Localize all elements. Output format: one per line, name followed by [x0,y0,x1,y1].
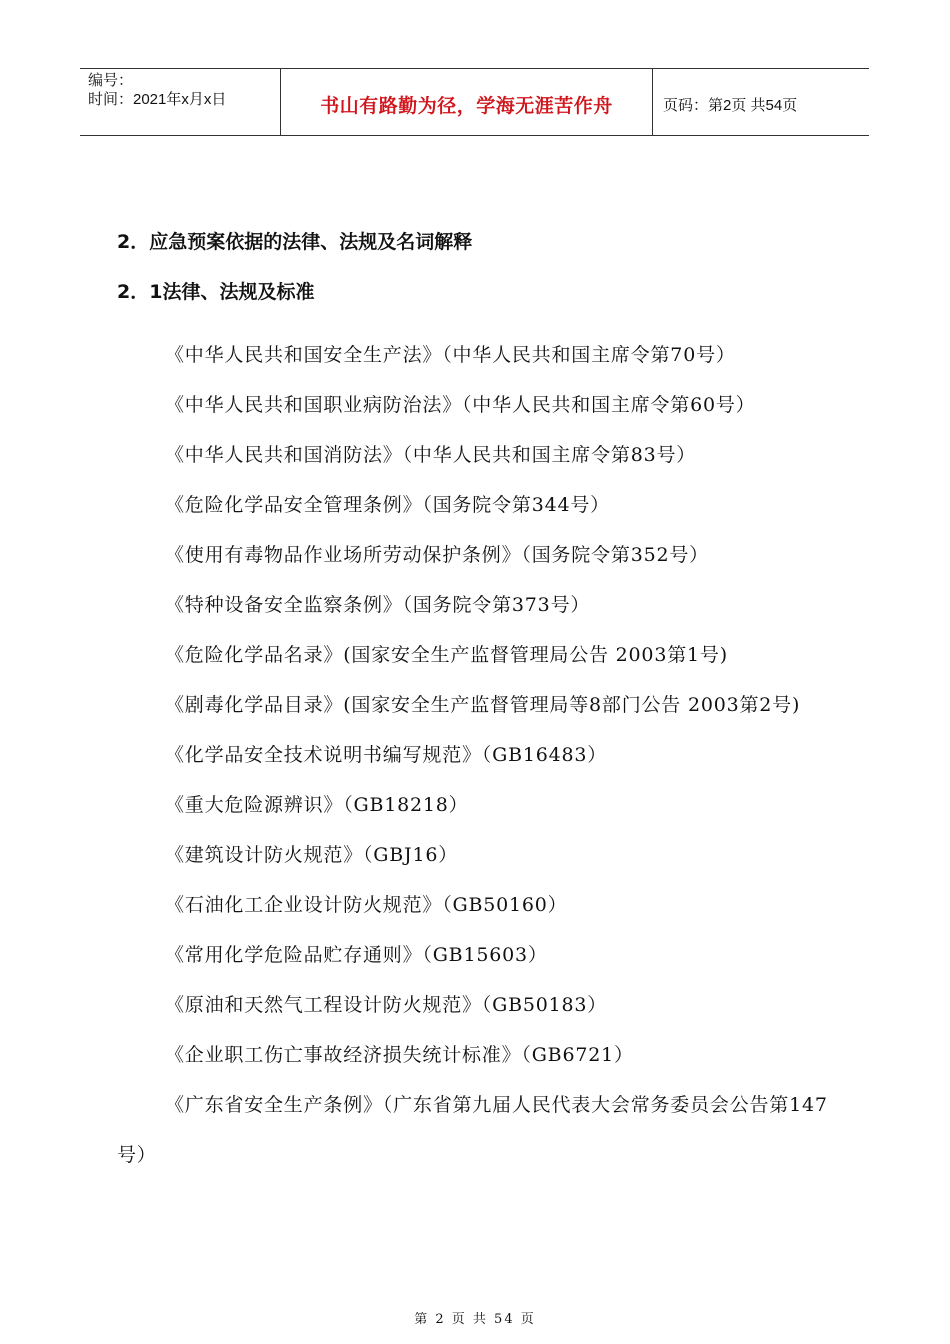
regulation-item: 《危险化学品安全管理条例》（国务院令第344号） [165,494,610,516]
section-heading: 2．应急预案依据的法律、法规及名词解释 [117,231,473,253]
regulation-item: 《原油和天然气工程设计防火规范》（GB50183） [165,994,608,1016]
page-header [80,68,869,136]
page-footer: 第 2 页 共 54 页 [414,1312,536,1327]
regulation-item: 《使用有毒物品作业场所劳动保护条例》（国务院令第352号） [165,544,709,566]
header-motto: 书山有路勤为径，学海无涯苦作舟 [320,94,613,117]
regulation-item: 《常用化学危险品贮存通则》（GB15603） [165,944,548,966]
header-page-cell [653,69,869,135]
regulation-item: 《中华人民共和国安全生产法》（中华人民共和国主席令第70号） [165,344,736,366]
document-number-label: 编号： [88,72,134,89]
regulation-item: 《重大危险源辨识》（GB18218） [165,794,469,816]
regulation-item: 《化学品安全技术说明书编写规范》（GB16483） [165,744,608,766]
regulation-item: 《中华人民共和国职业病防治法》（中华人民共和国主席令第60号） [165,394,756,416]
subsection-heading: 2．1法律、法规及标准 [117,281,315,303]
regulation-item: 《建筑设计防火规范》（GBJ16） [165,844,459,866]
document-date-label: 时间：2021年x月x日 [88,91,227,108]
regulation-item: 《企业职工伤亡事故经济损失统计标准》（GB6721） [165,1044,634,1066]
regulation-item: 《剧毒化学品目录》(国家安全生产监督管理局等8部门公告 2003第2号) [165,694,801,716]
header-motto-cell [281,69,653,135]
header-meta-cell [80,69,281,135]
regulation-item: 《中华人民共和国消防法》（中华人民共和国主席令第83号） [165,444,697,466]
regulation-item: 《危险化学品名录》(国家安全生产监督管理局公告 2003第1号) [165,644,728,666]
regulation-list [117,330,839,1180]
regulation-item: 《广东省安全生产条例》（广东省第九届人民代表大会常务委员会公告第147号） [117,1094,828,1166]
regulation-item: 《石油化工企业设计防火规范》（GB50160） [165,894,568,916]
header-page-info: 页码：第2页 共54页 [663,96,798,114]
document-body [117,222,839,1180]
regulation-item: 《特种设备安全监察条例》（国务院令第373号） [165,594,591,616]
